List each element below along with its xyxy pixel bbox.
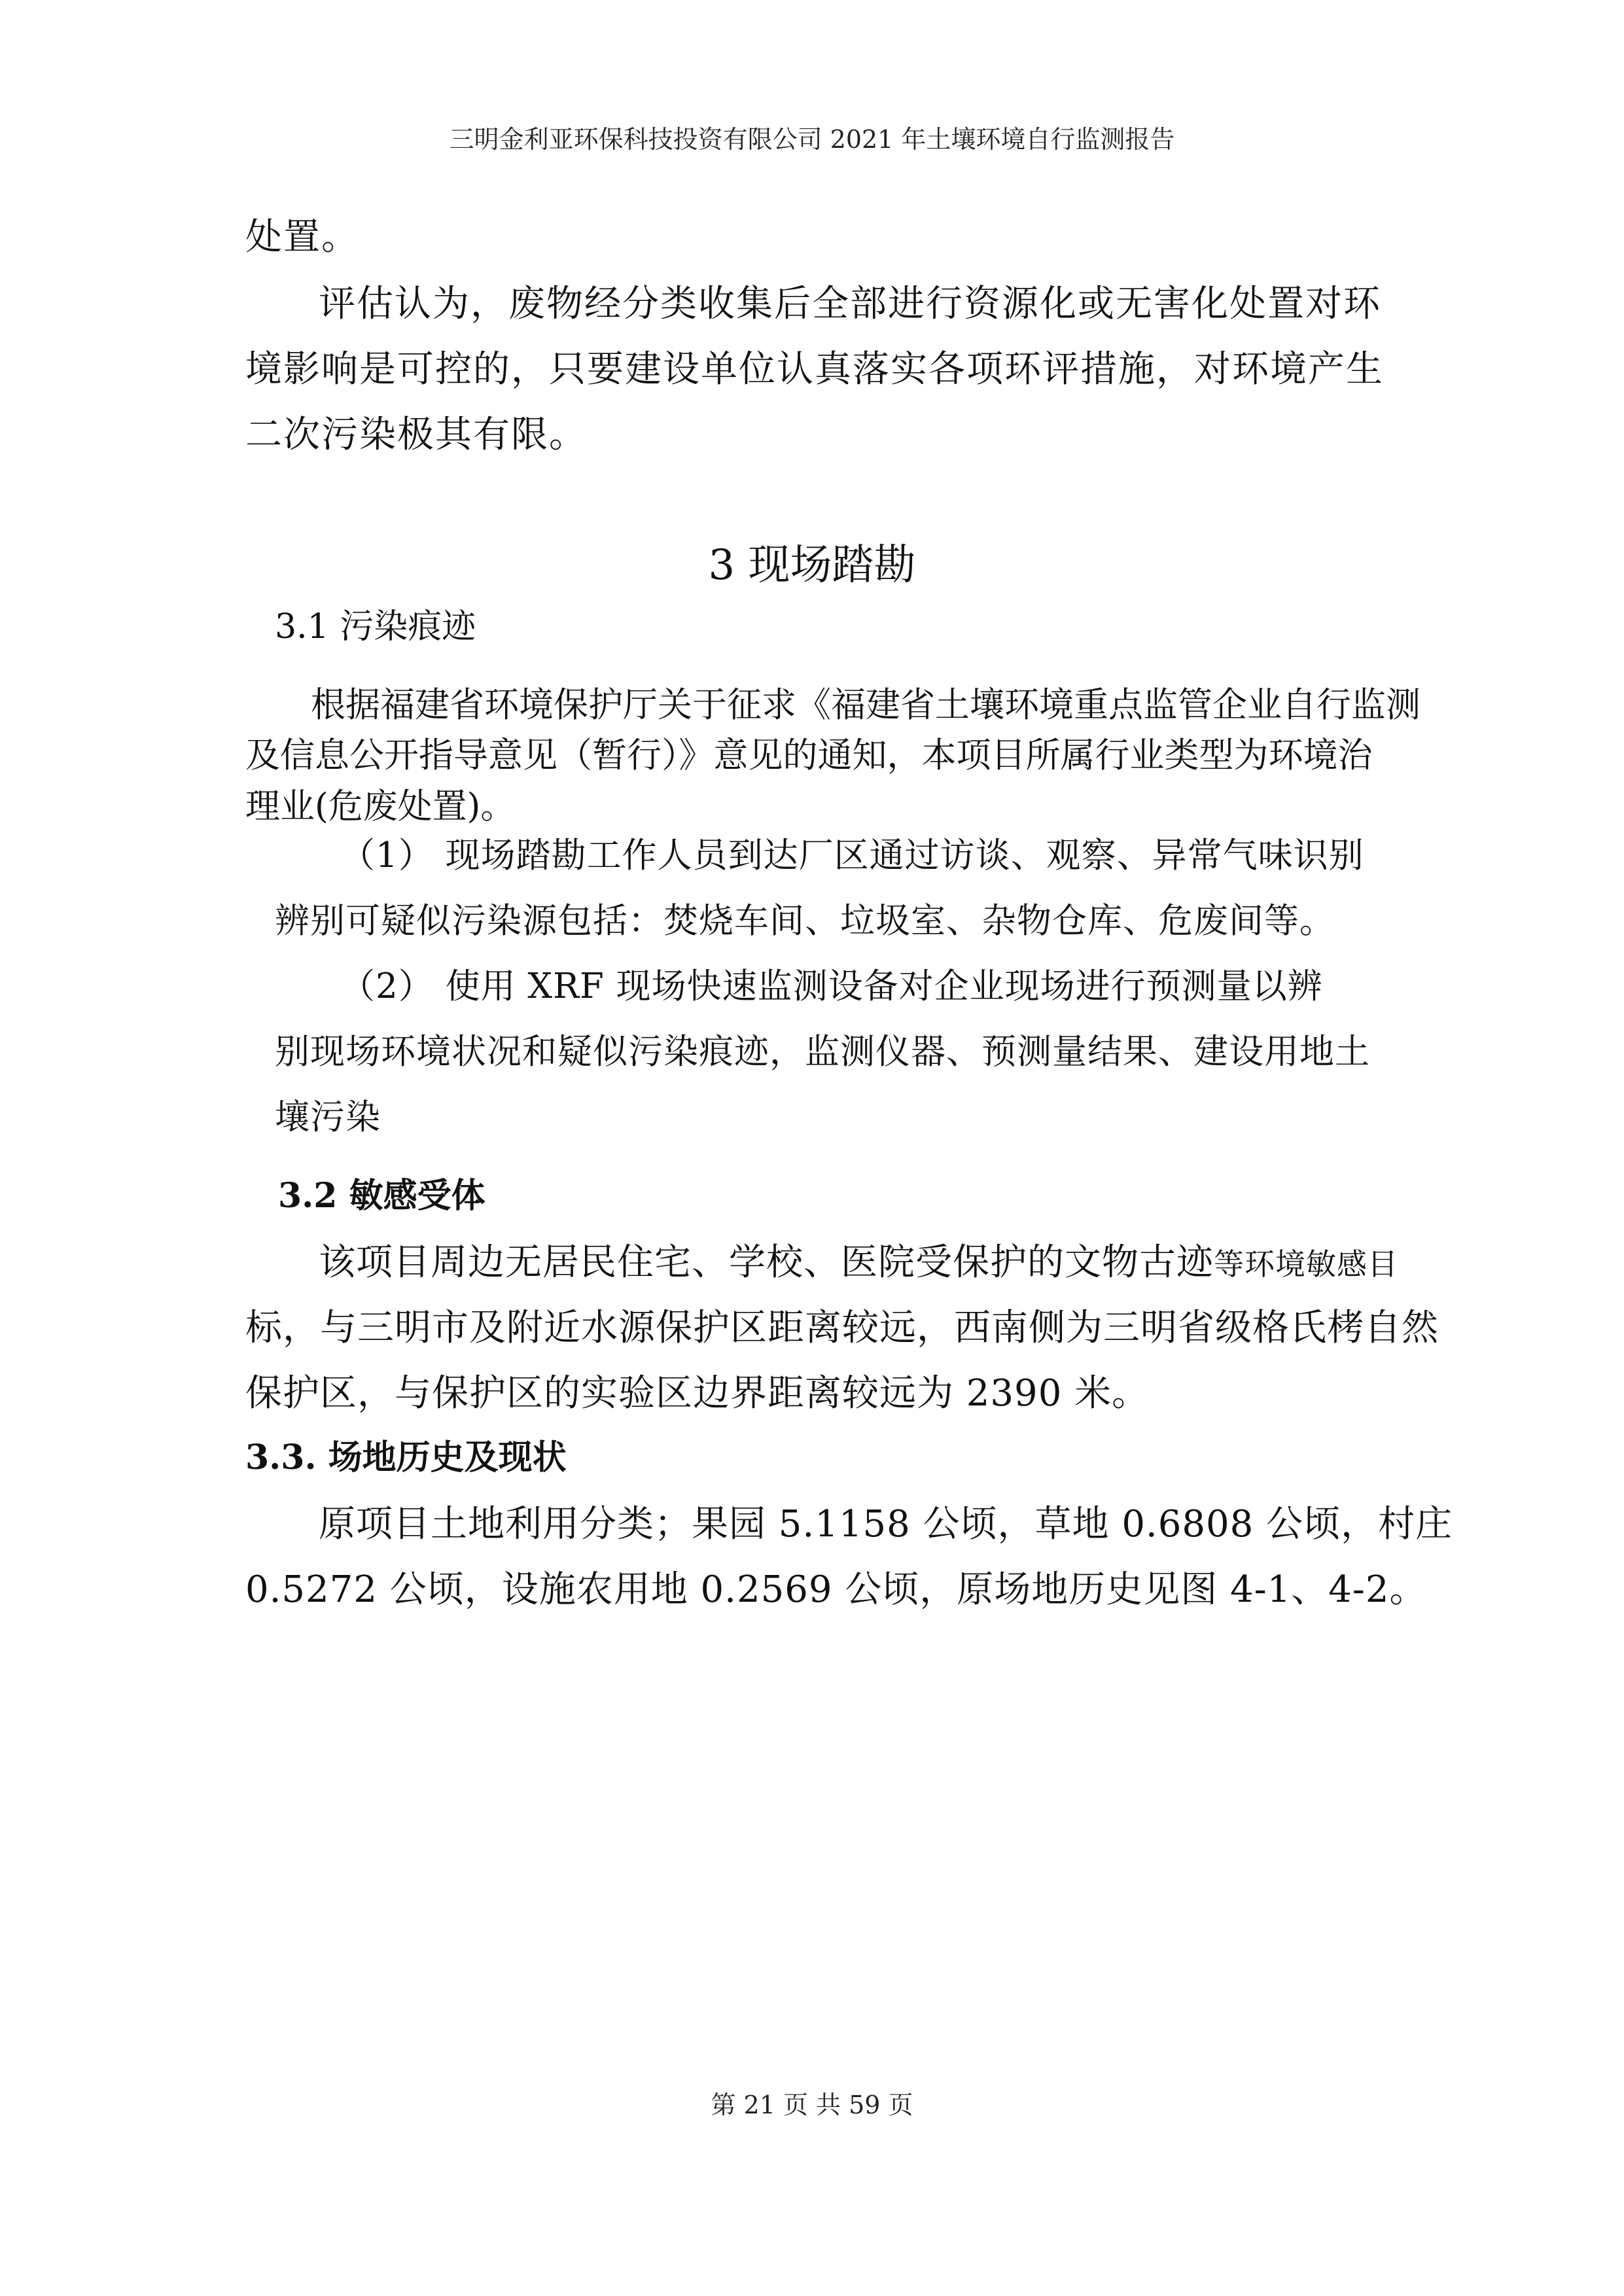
s32-line-1-small: 等环境敏感目 bbox=[1214, 1246, 1398, 1282]
intro-line-1: 处置。 bbox=[245, 216, 359, 258]
s32-line-3: 保护区，与保护区的实验区边界距离较远为 2390 米。 bbox=[245, 1372, 1150, 1415]
s31-item-2-line-2: 别现场环境状况和疑似污染痕迹，监测仪器、预测量结果、建设用地土 bbox=[275, 1032, 1370, 1072]
s33-line-2: 0.5272 公顷，设施农用地 0.2569 公顷，原场地历史见图 4-1、4-2。 bbox=[245, 1568, 1427, 1611]
s31-item-1-line-2: 辨别可疑似污染源包括：焚烧车间、垃圾室、杂物仓库、危废间等。 bbox=[275, 901, 1335, 941]
intro-line-3: 境影响是可控的，只要建设单位认真落实各项环评措施，对环境产生 bbox=[245, 348, 1384, 391]
s31-paragraph-line-3: 理业(危废处置)。 bbox=[245, 786, 516, 826]
intro-line-2: 评估认为，废物经分类收集后全部进行资源化或无害化处置对环 bbox=[319, 283, 1381, 325]
section-3-1-heading: 3.1 污染痕迹 bbox=[275, 607, 476, 646]
s33-line-1: 原项目土地利用分类；果园 5.1158 公顷，草地 0.6808 公顷，村庄 bbox=[319, 1503, 1453, 1545]
s31-paragraph-line-1: 根据福建省环境保护厅关于征求《福建省土壤环境重点监管企业自行监测 bbox=[311, 685, 1421, 725]
page-footer: 第 21 页 共 59 页 bbox=[711, 2091, 913, 2119]
page-header: 三明金利亚环保科技投资有限公司 2021 年土壤环境自行监测报告 bbox=[449, 125, 1175, 154]
s31-item-1-line-1: （1） 现场踏勘工作人员到达厂区通过访谈、观察、异常气味识别 bbox=[340, 836, 1364, 875]
intro-line-4: 二次污染极其有限。 bbox=[245, 414, 587, 456]
section-3-3-heading: 3.3. 场地历史及现状 bbox=[245, 1438, 567, 1477]
s32-line-1-main: 该项目周边无居民住宅、学校、医院受保护的文物古迹 bbox=[319, 1241, 1214, 1284]
s31-paragraph-line-2: 及信息公开指导意见（暂行）》意见的通知，本项目所属行业类型为环境治 bbox=[245, 735, 1373, 775]
section-3-2-heading: 3.2 敏感受体 bbox=[278, 1176, 485, 1216]
s31-item-2-line-3: 壤污染 bbox=[275, 1097, 381, 1137]
s32-line-1 bbox=[319, 1233, 1398, 1286]
chapter-title: 3 现场踏勘 bbox=[708, 541, 916, 590]
s32-line-2: 标，与三明市及附近水源保护区距离较远，西南侧为三明省级格氏栲自然 bbox=[245, 1307, 1439, 1349]
s31-item-2-line-1: （2） 使用 XRF 现场快速监测设备对企业现场进行预测量以辨 bbox=[340, 966, 1323, 1006]
